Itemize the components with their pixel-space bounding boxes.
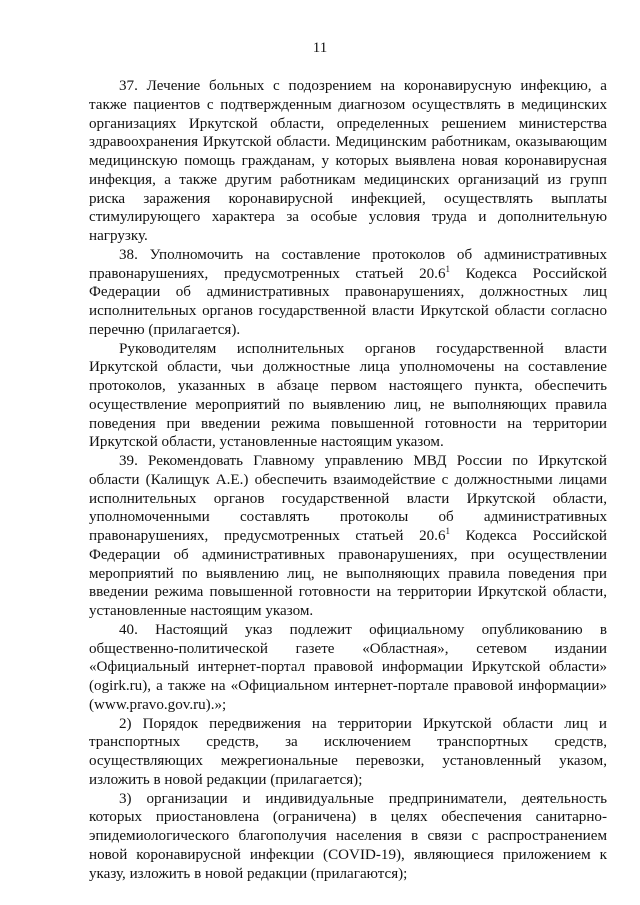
- paragraph-40: 40. Настоящий указ подлежит официальному опубликованию в общественно-политической газете «Областная», сетевом издании «Официальный интернет-портал правовой информации Иркутской области» (ogirk.ru), а также на «Официальном интернет-портале правовой информации» (www.pravo.gov.ru).»;: [89, 621, 607, 713]
- paragraph-38: [89, 246, 607, 340]
- paragraph-39: [89, 452, 607, 621]
- document-body: [89, 77, 607, 883]
- paragraph-38-text-start: 38. Уполномочить на составление протоколов об административных правонарушениях, предусмотренных статьей 20.6: [89, 246, 607, 282]
- list-item-2: 2) Порядок передвижения на территории Иркутской области лиц и транспортных средств, за исключением транспортных средств, осуществляющих межрегиональные перевозки, установленный указом, изложить в новой редакции (прилагается);: [89, 715, 607, 788]
- paragraph-37: 37. Лечение больных с подозрением на коронавирусную инфекцию, а также пациентов с подтвержденным диагнозом осуществлять в медицинских организациях Иркутской области, определенных решением министерства здравоохранения Иркутской области. Медицинским работникам, оказывающим медицинскую помощь гражданам, у которых выявлена новая коронавирусная инфекция, а также другим работникам медицинских организаций из групп риска заражения коронавирусной инфекцией, осуществлять выплаты стимулирующего характера за особые условия труда и дополнительную нагрузку.: [89, 78, 607, 244]
- paragraph-38-text-end: Кодекса Российской Федерации об административных правонарушениях, должностных лиц исполнительных органов государственной власти Иркутской области согласно перечню (прилагается).: [89, 265, 608, 338]
- paragraph-39-text-start: 39. Рекомендовать Главному управлению МВД России по Иркутской области (Калищук А.Е.) обеспечить взаимодействие с должностными лицами исполнительных органов государственной власти Иркутской области, уполномоченными составлять протоколы об административных правонарушениях, предусмотренных статьей 20.6: [89, 453, 607, 544]
- paragraph-39-text-end: Кодекса Российской Федерации об административных правонарушениях, при осуществлении мероприятий по выявлению лиц, не выполняющих правила поведения при введении режима повышенной готовности на территории Иркутской области, установленные настоящим указом.: [89, 528, 608, 619]
- article-superscript: 1: [445, 526, 450, 536]
- article-superscript: 1: [445, 263, 450, 274]
- list-item-3: 3) организации и индивидуальные предприниматели, деятельность которых приостановлена (ограничена) в целях обеспечения санитарно-эпидемиологического благополучия населения в связи с распространением новой коронавирусной инфекции (COVID-19), являющиеся приложением к указу, изложить в новой редакции (прилагаются);: [89, 790, 607, 882]
- page-number: 11: [312, 40, 328, 56]
- paragraph-38-part-2: Руководителям исполнительных органов государственной власти Иркутской области, чьи должностные лица уполномочены на составление протоколов, указанных в абзаце первом настоящего пункта, обеспечить осуществление мероприятий по выявлению лиц, не выполняющих правила поведения при введении режима повышенной готовности на территории Иркутской области, установленные настоящим указом.: [89, 340, 607, 451]
